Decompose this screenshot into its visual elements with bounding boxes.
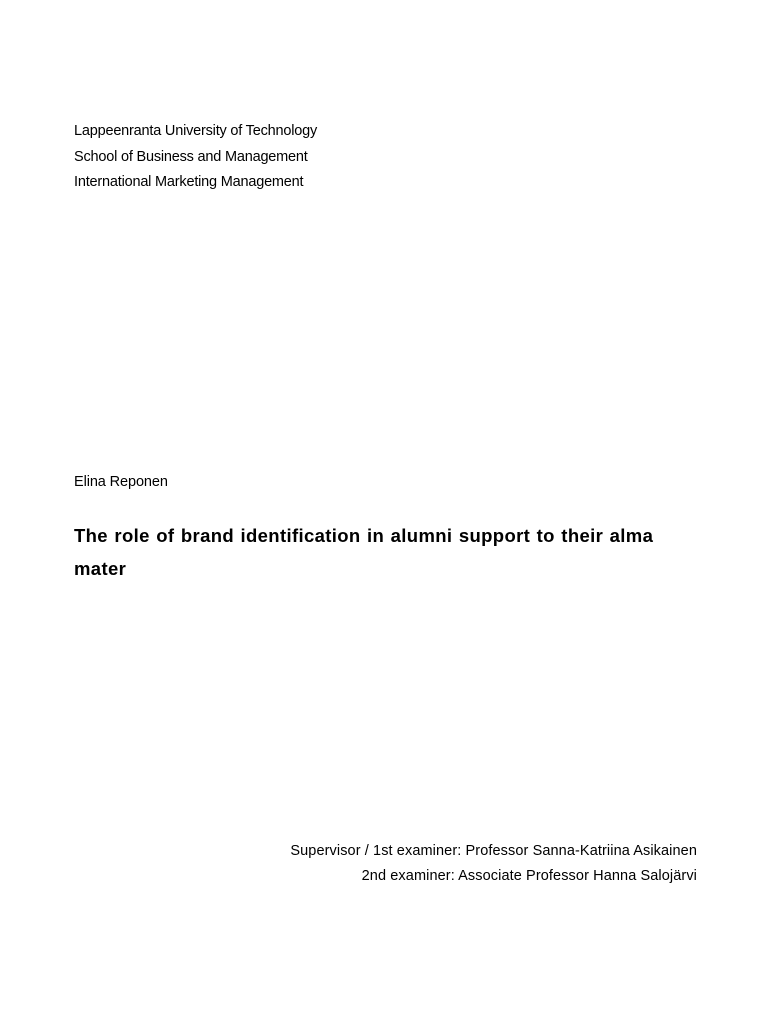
programme-name: International Marketing Management <box>74 174 304 190</box>
school-name: School of Business and Management <box>74 148 308 165</box>
examiners-block <box>177 839 697 889</box>
supervisor-line: Supervisor / 1st examiner: Professor Sanna-Katriina Asikainen <box>290 843 697 859</box>
second-examiner-line: 2nd examiner: Associate Professor Hanna Salojärvi <box>361 868 697 884</box>
thesis-title: The role of brand identification in alumni support to their alma mater <box>74 525 654 579</box>
university-name: Lappeenranta University of Technology <box>74 123 318 139</box>
author-name: Elina Reponen <box>74 474 168 490</box>
institution-block <box>74 119 574 196</box>
